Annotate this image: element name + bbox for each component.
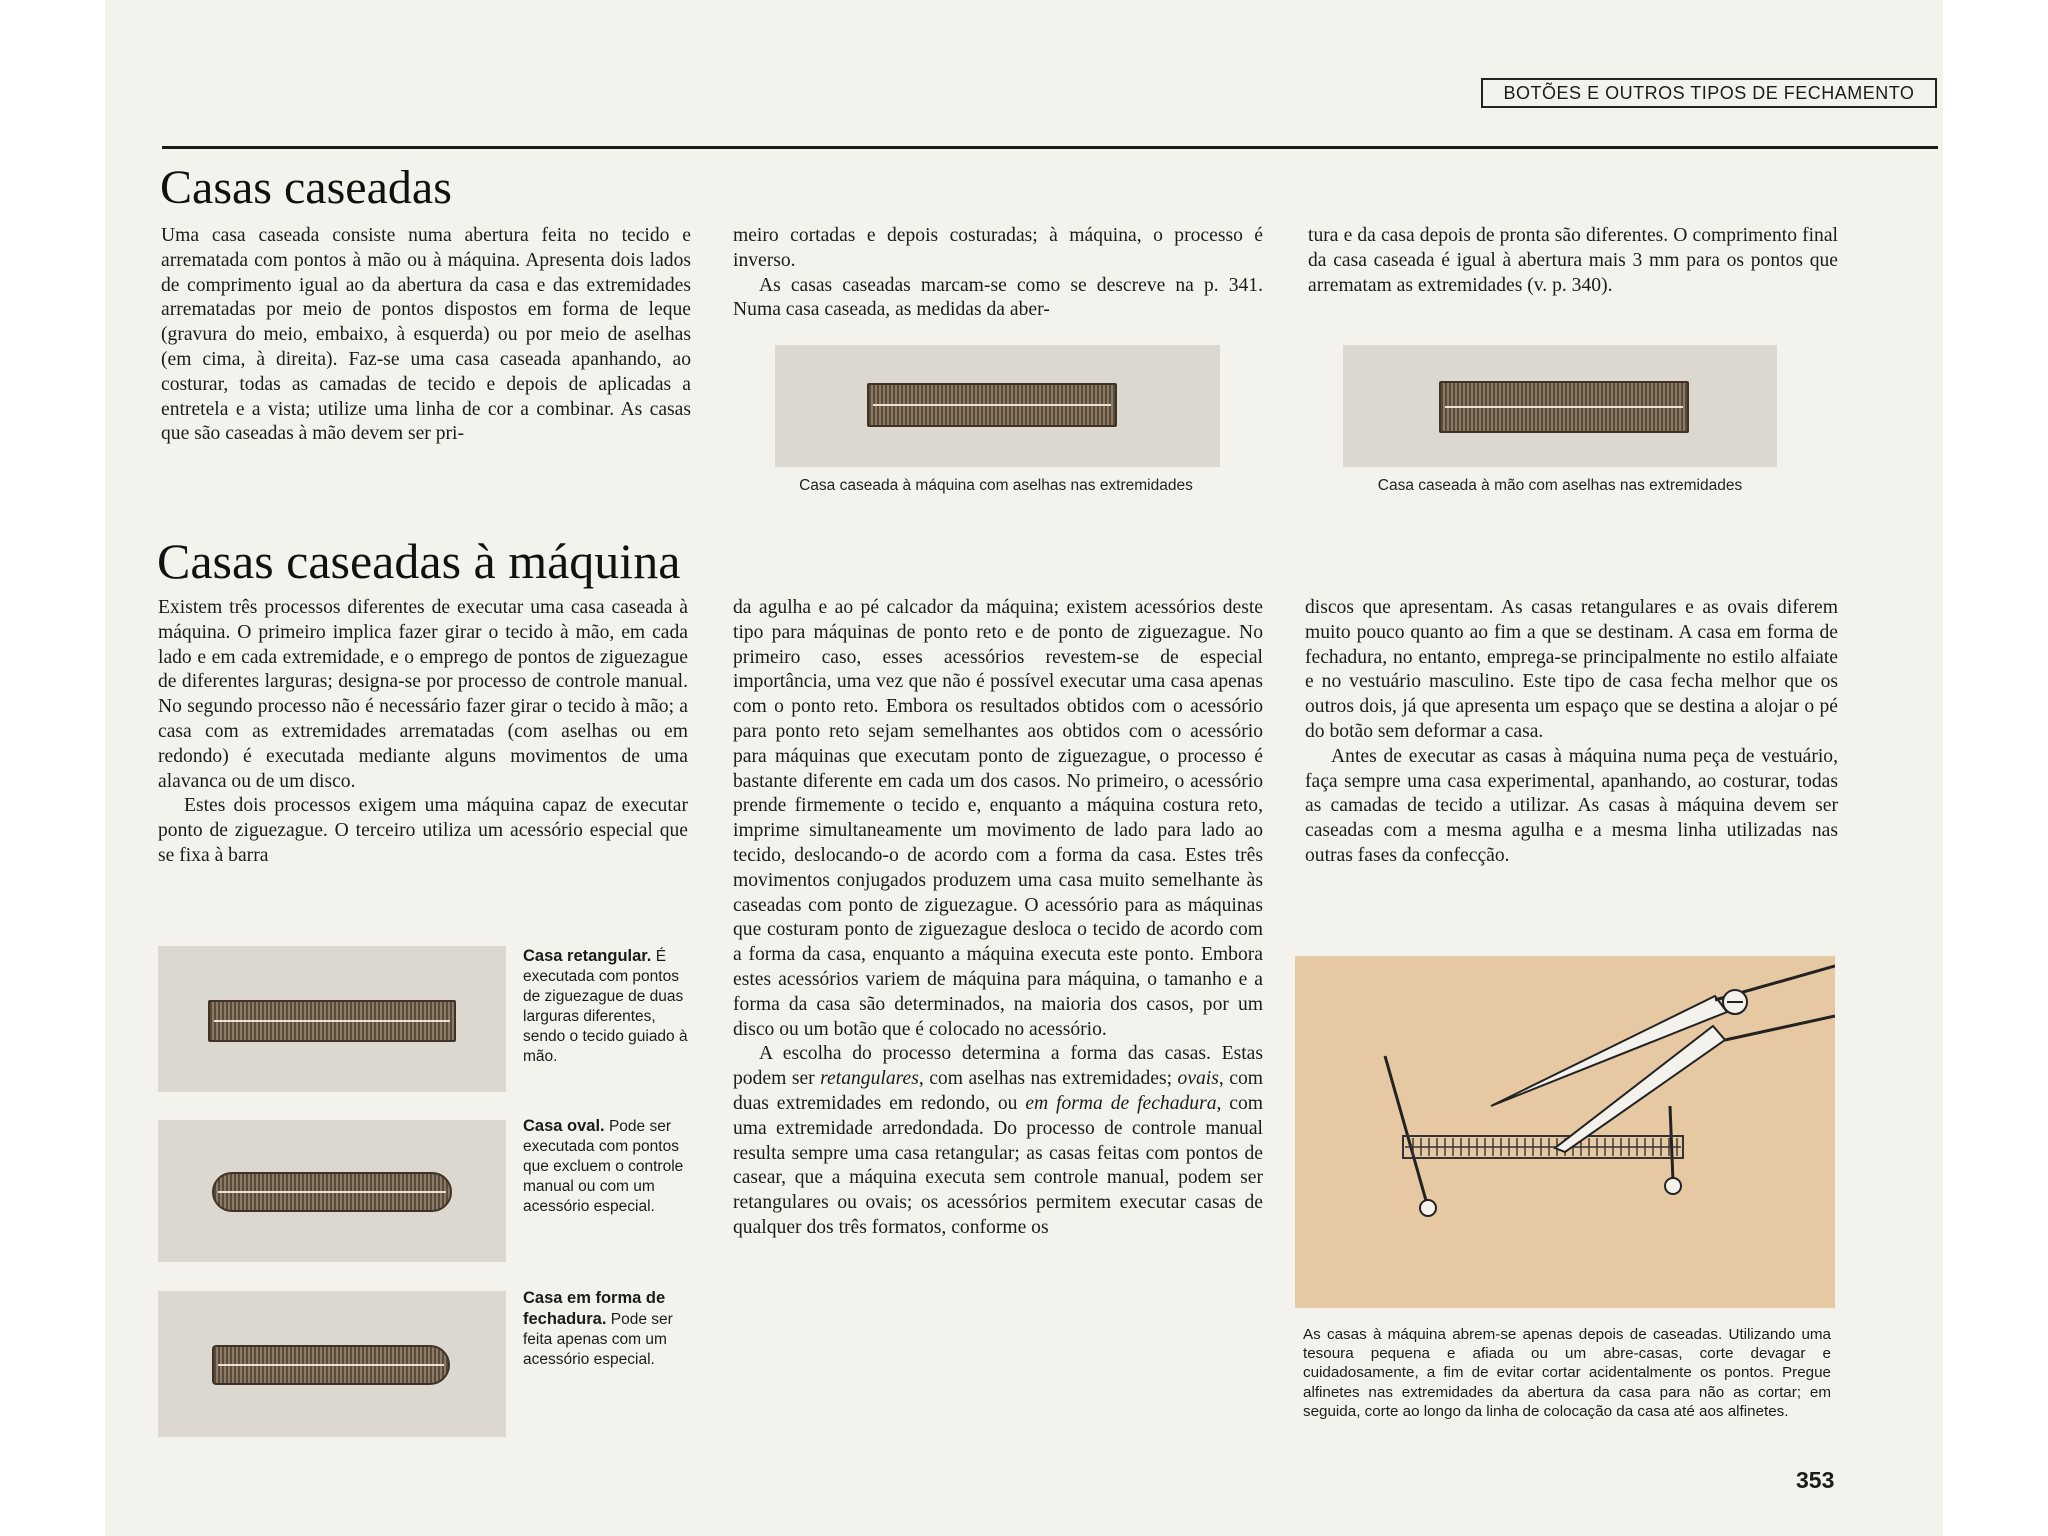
side-caption-keyhole	[523, 1288, 693, 1370]
s2-col3-p1: discos que apresentam. As casas retangulares e as ovais diferem muito pouco quanto ao fim a que se destinam. A casa em forma de fechadura, no entanto, emprega-se principalmente no estilo alfaiate e no vestuário masculino. Este tipo de casa fecha melhor que os outros dois, já que apresenta um espaço que se destina a alojar o pé do botão sem deformar a casa.	[1305, 597, 1838, 742]
buttonhole-stitch-image	[867, 383, 1117, 427]
buttonhole-stitch-image	[1439, 381, 1689, 433]
buttonhole-stitch-image	[208, 1000, 456, 1042]
s2-column-3	[1305, 596, 1838, 869]
s2-col2-p2: A escolha do processo determina a forma das casas. Estas podem ser retangulares, com aselhas nas extremidades; ovais, com duas extremidades em redondo, ou em forma de fechadura, com uma extremidade arredondada. Do processo de controle manual resulta sempre uma casa retangular; as casas feitas com pontos de casear, que a máquina executa sem controle manual, podem ser retangulares ou ovais; os acessórios permitem executar casas de qualquer dos três formatos, conforme os	[733, 1043, 1264, 1238]
s1-column-3	[1308, 224, 1838, 298]
buttonhole-stitch-image	[212, 1345, 450, 1385]
buttonhole-stitch-image	[212, 1172, 452, 1212]
photo1-caption: Casa caseada à máquina com aselhas nas extremidades	[799, 477, 1193, 494]
side-caption-text: É executada com pontos de ziguezague de duas larguras diferentes, sendo o tecido guiado à mão.	[523, 948, 688, 1065]
side-caption-title: Casa oval.	[523, 1117, 605, 1135]
s1-col1-text: Uma casa caseada consiste numa abertura feita no tecido e arrematada com pontos à mão ou à máquina. Apresenta dois lados de comprimento igual ao da abertura da casa e das extremidades arrematadas por meio de pontos dispostos em forma de leque (gravura do meio, embaixo, à esquerda) ou por meio de aselhas (em cima, à direita). Faz-se uma casa caseada apanhando, ao costurar, todas as camadas de tecido e depois de aplicadas a entretela e a vista; utilize uma linha de cor a combinar. As casas que são caseadas à mão devem ser pri-	[161, 225, 691, 445]
side-caption-title: Casa retangular.	[523, 947, 652, 965]
s1-column-1	[161, 224, 691, 447]
s2-col1-p2: Estes dois processos exigem uma máquina capaz de executar ponto de ziguezague. O terceiro utiliza um acessório especial que se fixa à barra	[158, 795, 688, 866]
book-page	[105, 0, 1943, 1536]
photo-oval-buttonhole	[158, 1120, 506, 1262]
photo2-caption: Casa caseada à mão com aselhas nas extremidades	[1377, 477, 1743, 494]
s2-column-2	[733, 596, 1263, 1241]
photo-keyhole-buttonhole	[158, 1291, 506, 1437]
s2-col1-p1: Existem três processos diferentes de executar uma casa caseada à máquina. O primeiro implica fazer girar o tecido à mão, em cada lado e em cada extremidade, e o emprego de pontos de ziguezague de diferentes larguras; designa-se por processo de controle manual. No segundo processo não é necessário fazer girar o tecido à mão; a casa com as extremidades arrematadas (com aselhas ou em redondo) é executada mediante alguns movimentos de uma alavanca ou de um disco.	[158, 597, 688, 792]
photo-machine-buttonhole	[775, 345, 1220, 467]
scissors-cutting-icon	[1295, 956, 1835, 1308]
side-caption-text: Pode ser feita apenas com um acessório especial.	[523, 1311, 673, 1368]
header-rule	[162, 146, 1938, 149]
side-caption-text: Pode ser executada com pontos que excluem o controle manual ou com um acessório especial.	[523, 1118, 684, 1215]
side-caption-rectangular	[523, 946, 693, 1067]
side-caption-oval	[523, 1116, 693, 1217]
s1-column-2	[733, 224, 1263, 323]
section-title-casas-caseadas: Casas caseadas	[160, 161, 452, 214]
scissors-illustration	[1295, 956, 1835, 1308]
s1-col3-text: tura e da casa depois de pronta são diferentes. O comprimento final da casa caseada é igual à abertura mais 3 mm para os pontos que arrematam as extremidades (v. p. 340).	[1308, 225, 1838, 296]
section-header: BOTÕES E OUTROS TIPOS DE FECHAMENTO	[1481, 78, 1937, 108]
s2-column-1	[158, 596, 688, 869]
illustration-caption: As casas à máquina abrem-se apenas depois de caseadas. Utilizando uma tesoura pequena e afiada ou um abre-casas, corte devagar e cuidadosamente, a fim de evitar cortar acidentalmente os pontos. Pregue alfinetes nas extremidades da abertura da casa para não as cortar; em seguida, corte ao longo da linha de colocação da casa até aos alfinetes.	[1303, 1326, 1831, 1420]
page-number: 353	[1796, 1467, 1835, 1493]
s1-col2-p2: As casas caseadas marcam-se como se descreve na p. 341. Numa casa caseada, as medidas da aber-	[733, 274, 1263, 321]
photo-hand-buttonhole	[1343, 345, 1777, 467]
s1-col2-p1: meiro cortadas e depois costuradas; à máquina, o processo é inverso.	[733, 225, 1263, 271]
s2-col3-p2: Antes de executar as casas à máquina numa peça de vestuário, faça sempre uma casa experimental, apanhando, ao costurar, todas as camadas de tecido a utilizar. As casas à máquina devem ser caseadas com a mesma agulha e a mesma linha utilizadas nas outras fases da confecção.	[1305, 745, 1838, 866]
section-title-casas-maquina: Casas caseadas à máquina	[157, 533, 681, 589]
side-caption-title: Casa em forma de fechadura.	[523, 1289, 666, 1328]
s2-col2-p1: da agulha e ao pé calcador da máquina; existem acessórios deste tipo para máquinas de ponto reto e de ponto de ziguezague. No primeiro caso, esses acessórios revestem-se de especial importância, uma vez que não é possível executar uma casa apenas com o ponto reto. Embora os resultados obtidos com o acessório para ponto reto sejam semelhantes aos obtidos com o acessório para máquinas que executam ponto de ziguezague, o processo é bastante diferente em cada um dos casos. No primeiro, o acessório prende firmemente o tecido e, enquanto a máquina costura reto, imprime simultaneamente um movimento de lado para lado ao tecido, deslocando-o de acordo com a forma da casa. Estes três movimentos conjugados produzem uma casa muito semelhante às caseadas com ponto de ziguezague. O acessório para as máquinas que costuram ponto de ziguezague desloca o tecido de acordo com a forma da casa, enquanto a máquina executa este ponto. Embora estes acessórios variem de máquina para máquina, o tamanho e a forma da casa são determinados, na maioria dos casos, por um disco ou um botão que é colocado no acessório.	[733, 597, 1263, 1040]
photo-rectangular-buttonhole	[158, 946, 506, 1092]
